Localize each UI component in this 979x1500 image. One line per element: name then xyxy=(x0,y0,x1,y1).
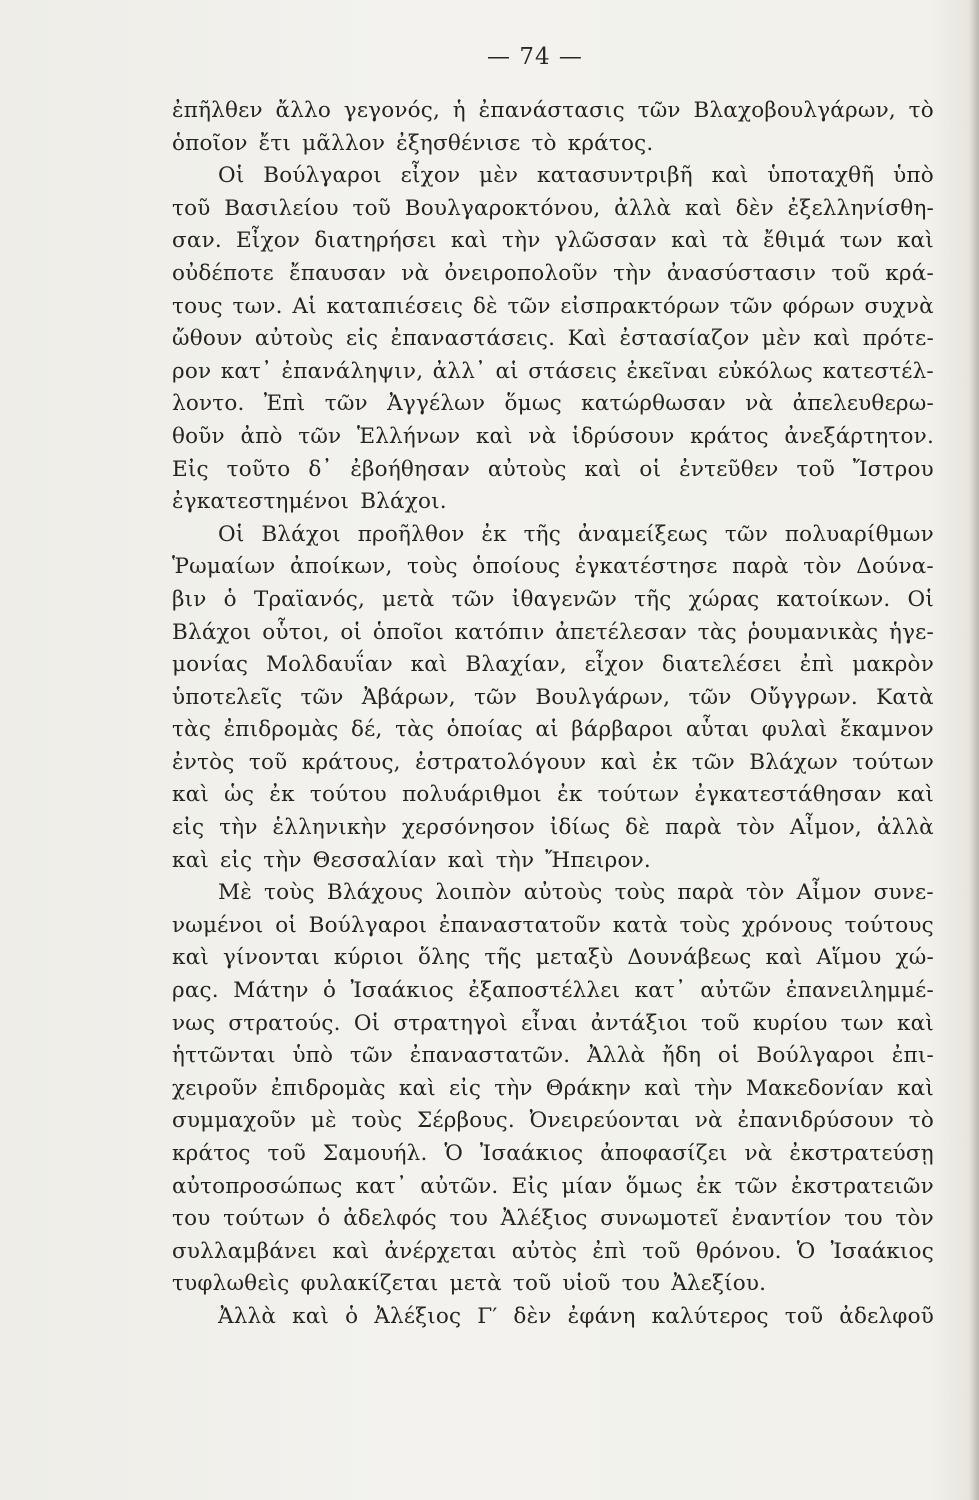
text-line: Ῥωμαίων ἀποίκων, τοὺς ὁποίους ἐγκατέστησε παρὰ τὸν Δούνα- xyxy=(172,554,934,580)
text-line: τους των. Αἱ καταπιέσεις δὲ τῶν εἰσπρακτόρων τῶν φόρων συχνὰ xyxy=(172,293,934,319)
text-line: ὁποῖον ἔτι μᾶλλον ἐξησθένισε τὸ κράτος. xyxy=(172,130,654,156)
text-line: αὐτοπροσώπως κατ᾿ αὐτῶν. Εἰς μίαν ὅμως ἐκ τῶν ἐκστρατειῶν xyxy=(172,1173,934,1199)
text-line: ρον κατ᾿ ἐπανάληψιν, ἀλλ᾿ αἱ στάσεις ἐκεῖναι εὐκόλως κατεστέλ- xyxy=(172,358,934,384)
text-line: ὤθουν αὐτοὺς εἰς ἐπαναστάσεις. Καὶ ἐστασίαζον μὲν καὶ πρότε- xyxy=(172,326,934,352)
text-line: Βλάχοι οὗτοι, οἱ ὁποῖοι κατόπιν ἀπετέλεσαν τὰς ῥουμανικὰς ἡγε- xyxy=(172,619,934,645)
text-line: Μὲ τοὺς Βλάχους λοιπὸν αὐτοὺς τοὺς παρὰ τὸν Αἶμον συνε- xyxy=(218,880,934,906)
text-line: του τούτων ὁ ἀδελφός του Ἀλέξιος συνωμοτεῖ ἐναντίον του τὸν xyxy=(172,1206,934,1232)
text-line: νωμένοι οἱ Βούλγαροι ἐπαναστατοῦν κατὰ τοὺς χρόνους τούτους xyxy=(172,912,934,938)
text-line: συλλαμβάνει καὶ ἀνέρχεται αὐτὸς ἐπὶ τοῦ θρόνου. Ὁ Ἰσαάκιος xyxy=(172,1238,934,1264)
text-line: νως στρατούς. Οἱ στρατηγοὶ εἶναι ἀντάξιοι τοῦ κυρίου των καὶ xyxy=(172,1010,934,1036)
text-line: καὶ εἰς τὴν Θεσσαλίαν καὶ τὴν Ἤπειρον. xyxy=(172,847,651,873)
text-line: εἰς τὴν ἑλληνικὴν χερσόνησον ἰδίως δὲ παρὰ τὸν Αἶμον, ἀλλὰ xyxy=(172,815,934,841)
text-line: ἐντὸς τοῦ κράτους, ἐστρατολόγουν καὶ ἐκ τῶν Βλάχων τούτων xyxy=(172,749,934,775)
text-line: βιν ὁ Τραϊανός, μετὰ τῶν ἰθαγενῶν τῆς χώρας κατοίκων. Οἱ xyxy=(172,586,934,612)
text-line: τὰς ἐπιδρομὰς δέ, τὰς ὁποίας αἱ βάρβαροι αὗται φυλαὶ ἔκαμνον xyxy=(172,717,934,743)
text-line: Εἰς τοῦτο δ᾿ ἐβοήθησαν αὐτοὺς καὶ οἱ ἐντεῦθεν τοῦ Ἴστρου xyxy=(172,456,934,482)
text-line: ἐπῆλθεν ἄλλο γεγονός, ἡ ἐπανάστασις τῶν Βλαχοβουλγάρων, τὸ xyxy=(172,98,934,123)
text-line: θοῦν ἀπὸ τῶν Ἑλλήνων καὶ νὰ ἱδρύσουν κράτος ἀνεξάρτητον. xyxy=(172,423,934,449)
text-line: Ἀλλὰ καὶ ὁ Ἀλέξιος Γ′ δὲν ἐφάνη καλύτερος τοῦ ἀδελφοῦ xyxy=(218,1303,934,1329)
text-line: καὶ ὡς ἐκ τούτου πολυάριθμοι ἐκ τούτων ἐγκατεστάθησαν καὶ xyxy=(172,782,934,808)
page-edge-shadow xyxy=(969,0,979,1500)
text-line: ἡττῶνται ὑπὸ τῶν ἐπαναστατῶν. Ἀλλὰ ἤδη οἱ Βούλγαροι ἐπι- xyxy=(172,1043,934,1069)
text-line: Οἱ Βούλγαροι εἶχον μὲν κατασυντριβῆ καὶ ὑποταχθῆ ὑπὸ xyxy=(218,163,934,189)
text-line: ρας. Μάτην ὁ Ἰσαάκιος ἐξαποστέλλει κατ᾿ αὐτῶν ἐπανειλημμέ- xyxy=(172,978,934,1004)
text-line: οὐδέποτε ἔπαυσαν νὰ ὀνειροπολοῦν τὴν ἀνασύστασιν τοῦ κρά- xyxy=(172,260,934,286)
text-line: καὶ γίνονται κύριοι ὅλης τῆς μεταξὺ Δουνάβεως καὶ Αἵμου χώ- xyxy=(172,945,934,971)
body-text xyxy=(172,95,934,1334)
text-line: ἐγκατεστημένοι Βλάχοι. xyxy=(172,489,447,515)
text-line: συμμαχοῦν μὲ τοὺς Σέρβους. Ὀνειρεύονται νὰ ἐπανιδρύσουν τὸ xyxy=(172,1108,934,1134)
text-line: τοῦ Βασιλείου τοῦ Βουλγαροκτόνου, ἀλλὰ καὶ δὲν ἐξελληνίσθη- xyxy=(172,195,934,221)
text-line: Οἱ Βλάχοι προῆλθον ἐκ τῆς ἀναμείξεως τῶν πολυαρίθμων xyxy=(218,521,934,547)
text-line: λοντο. Ἐπὶ τῶν Ἀγγέλων ὅμως κατώρθωσαν νὰ ἀπελευθερω- xyxy=(172,391,934,417)
text-line: ὑποτελεῖς τῶν Ἀβάρων, τῶν Βουλγάρων, τῶν Οὔγγρων. Κατὰ xyxy=(172,684,934,710)
page-number: — 74 — xyxy=(487,44,583,70)
text-line: τυφλωθεὶς φυλακίζεται μετὰ τοῦ υἱοῦ του Ἀλεξίου. xyxy=(172,1271,767,1297)
text-line: κράτος τοῦ Σαμουήλ. Ὁ Ἰσαάκιος ἀποφασίζει νὰ ἐκστρατεύσῃ xyxy=(172,1141,934,1166)
text-line: σαν. Εἶχον διατηρήσει καὶ τὴν γλῶσσαν καὶ τὰ ἔθιμά των καὶ xyxy=(172,228,934,254)
text-line: μονίας Μολδαυΐαν καὶ Βλαχίαν, εἶχον διατελέσει ἐπὶ μακρὸν xyxy=(172,652,934,678)
text-line: χειροῦν ἐπιδρομὰς καὶ εἰς τὴν Θράκην καὶ τὴν Μακεδονίαν καὶ xyxy=(172,1075,934,1101)
